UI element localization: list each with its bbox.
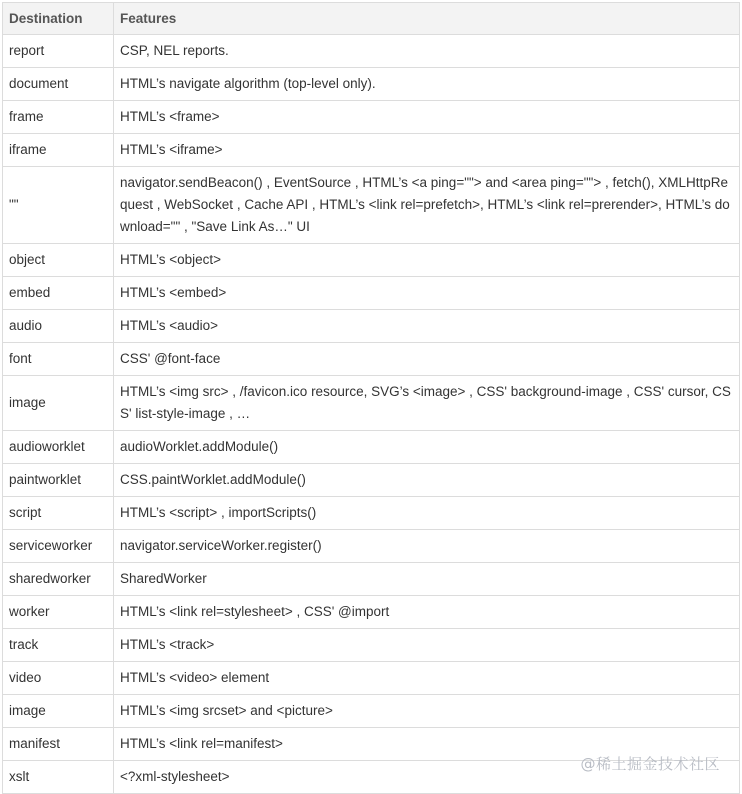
features-cell: HTML’s <embed>: [114, 277, 740, 310]
features-cell: HTML’s <iframe>: [114, 134, 740, 167]
destination-cell: xslt: [3, 761, 114, 794]
table-row: [3, 343, 740, 376]
destination-cell: paintworklet: [3, 464, 114, 497]
destination-cell: serviceworker: [3, 530, 114, 563]
destination-cell: sharedworker: [3, 563, 114, 596]
destination-cell: image: [3, 376, 114, 431]
table-row: [3, 68, 740, 101]
table-row: [3, 101, 740, 134]
destination-cell: image: [3, 695, 114, 728]
destination-features-table-container: [2, 2, 739, 794]
table-row: [3, 431, 740, 464]
header-features: Features: [114, 3, 740, 35]
features-cell: HTML’s <object>: [114, 244, 740, 277]
features-cell: HTML’s <script> , importScripts(): [114, 497, 740, 530]
table-row: [3, 761, 740, 794]
features-cell: CSS' @font-face: [114, 343, 740, 376]
table-row: [3, 629, 740, 662]
destination-cell: manifest: [3, 728, 114, 761]
destination-cell: audioworklet: [3, 431, 114, 464]
destination-cell: worker: [3, 596, 114, 629]
destination-cell: embed: [3, 277, 114, 310]
features-cell: HTML’s navigate algorithm (top-level only).: [114, 68, 740, 101]
destination-cell: track: [3, 629, 114, 662]
destination-cell: iframe: [3, 134, 114, 167]
features-cell: HTML’s <img src> , /favicon.ico resource, SVG’s <image> , CSS' background-image , CSS' cursor, CSS' list-style-image , …: [114, 376, 740, 431]
features-cell: HTML’s <video> element: [114, 662, 740, 695]
table-row: [3, 464, 740, 497]
table-header: [3, 3, 740, 35]
features-cell: navigator.serviceWorker.register(): [114, 530, 740, 563]
destination-features-table: [2, 2, 740, 794]
destination-cell: "": [3, 167, 114, 244]
table-row: [3, 277, 740, 310]
watermark: @稀土掘金技术社区: [580, 755, 720, 773]
features-cell: HTML’s <audio>: [114, 310, 740, 343]
features-cell: <?xml-stylesheet>: [114, 761, 740, 794]
destination-cell: font: [3, 343, 114, 376]
table-row: [3, 167, 740, 244]
destination-cell: script: [3, 497, 114, 530]
destination-cell: video: [3, 662, 114, 695]
table-row: [3, 497, 740, 530]
features-cell: navigator.sendBeacon() , EventSource , HTML’s <a ping=""> and <area ping=""> , fetch(), XMLHttpRequest , WebSocket , Cache API , HTML’s <link rel=prefetch>, HTML’s <link rel=prerender>, HTML’s download="" , "Save Link As…" UI: [114, 167, 740, 244]
destination-cell: object: [3, 244, 114, 277]
table-row: [3, 728, 740, 761]
table-row: [3, 134, 740, 167]
table-row: [3, 530, 740, 563]
destination-cell: report: [3, 35, 114, 68]
destination-cell: document: [3, 68, 114, 101]
features-cell: SharedWorker: [114, 563, 740, 596]
features-cell: CSP, NEL reports.: [114, 35, 740, 68]
table-row: [3, 662, 740, 695]
table-row: [3, 596, 740, 629]
features-cell: CSS.paintWorklet.addModule(): [114, 464, 740, 497]
features-cell: HTML’s <link rel=manifest>: [114, 728, 740, 761]
table-row: [3, 244, 740, 277]
table-body: [3, 35, 740, 794]
features-cell: HTML’s <track>: [114, 629, 740, 662]
table-row: [3, 695, 740, 728]
table-row: [3, 35, 740, 68]
features-cell: HTML’s <img srcset> and <picture>: [114, 695, 740, 728]
features-cell: HTML’s <link rel=stylesheet> , CSS' @import: [114, 596, 740, 629]
header-row: [3, 3, 740, 35]
features-cell: HTML’s <frame>: [114, 101, 740, 134]
features-cell: audioWorklet.addModule(): [114, 431, 740, 464]
destination-cell: audio: [3, 310, 114, 343]
table-row: [3, 376, 740, 431]
destination-cell: frame: [3, 101, 114, 134]
header-destination: Destination: [3, 3, 114, 35]
table-row: [3, 563, 740, 596]
table-row: [3, 310, 740, 343]
